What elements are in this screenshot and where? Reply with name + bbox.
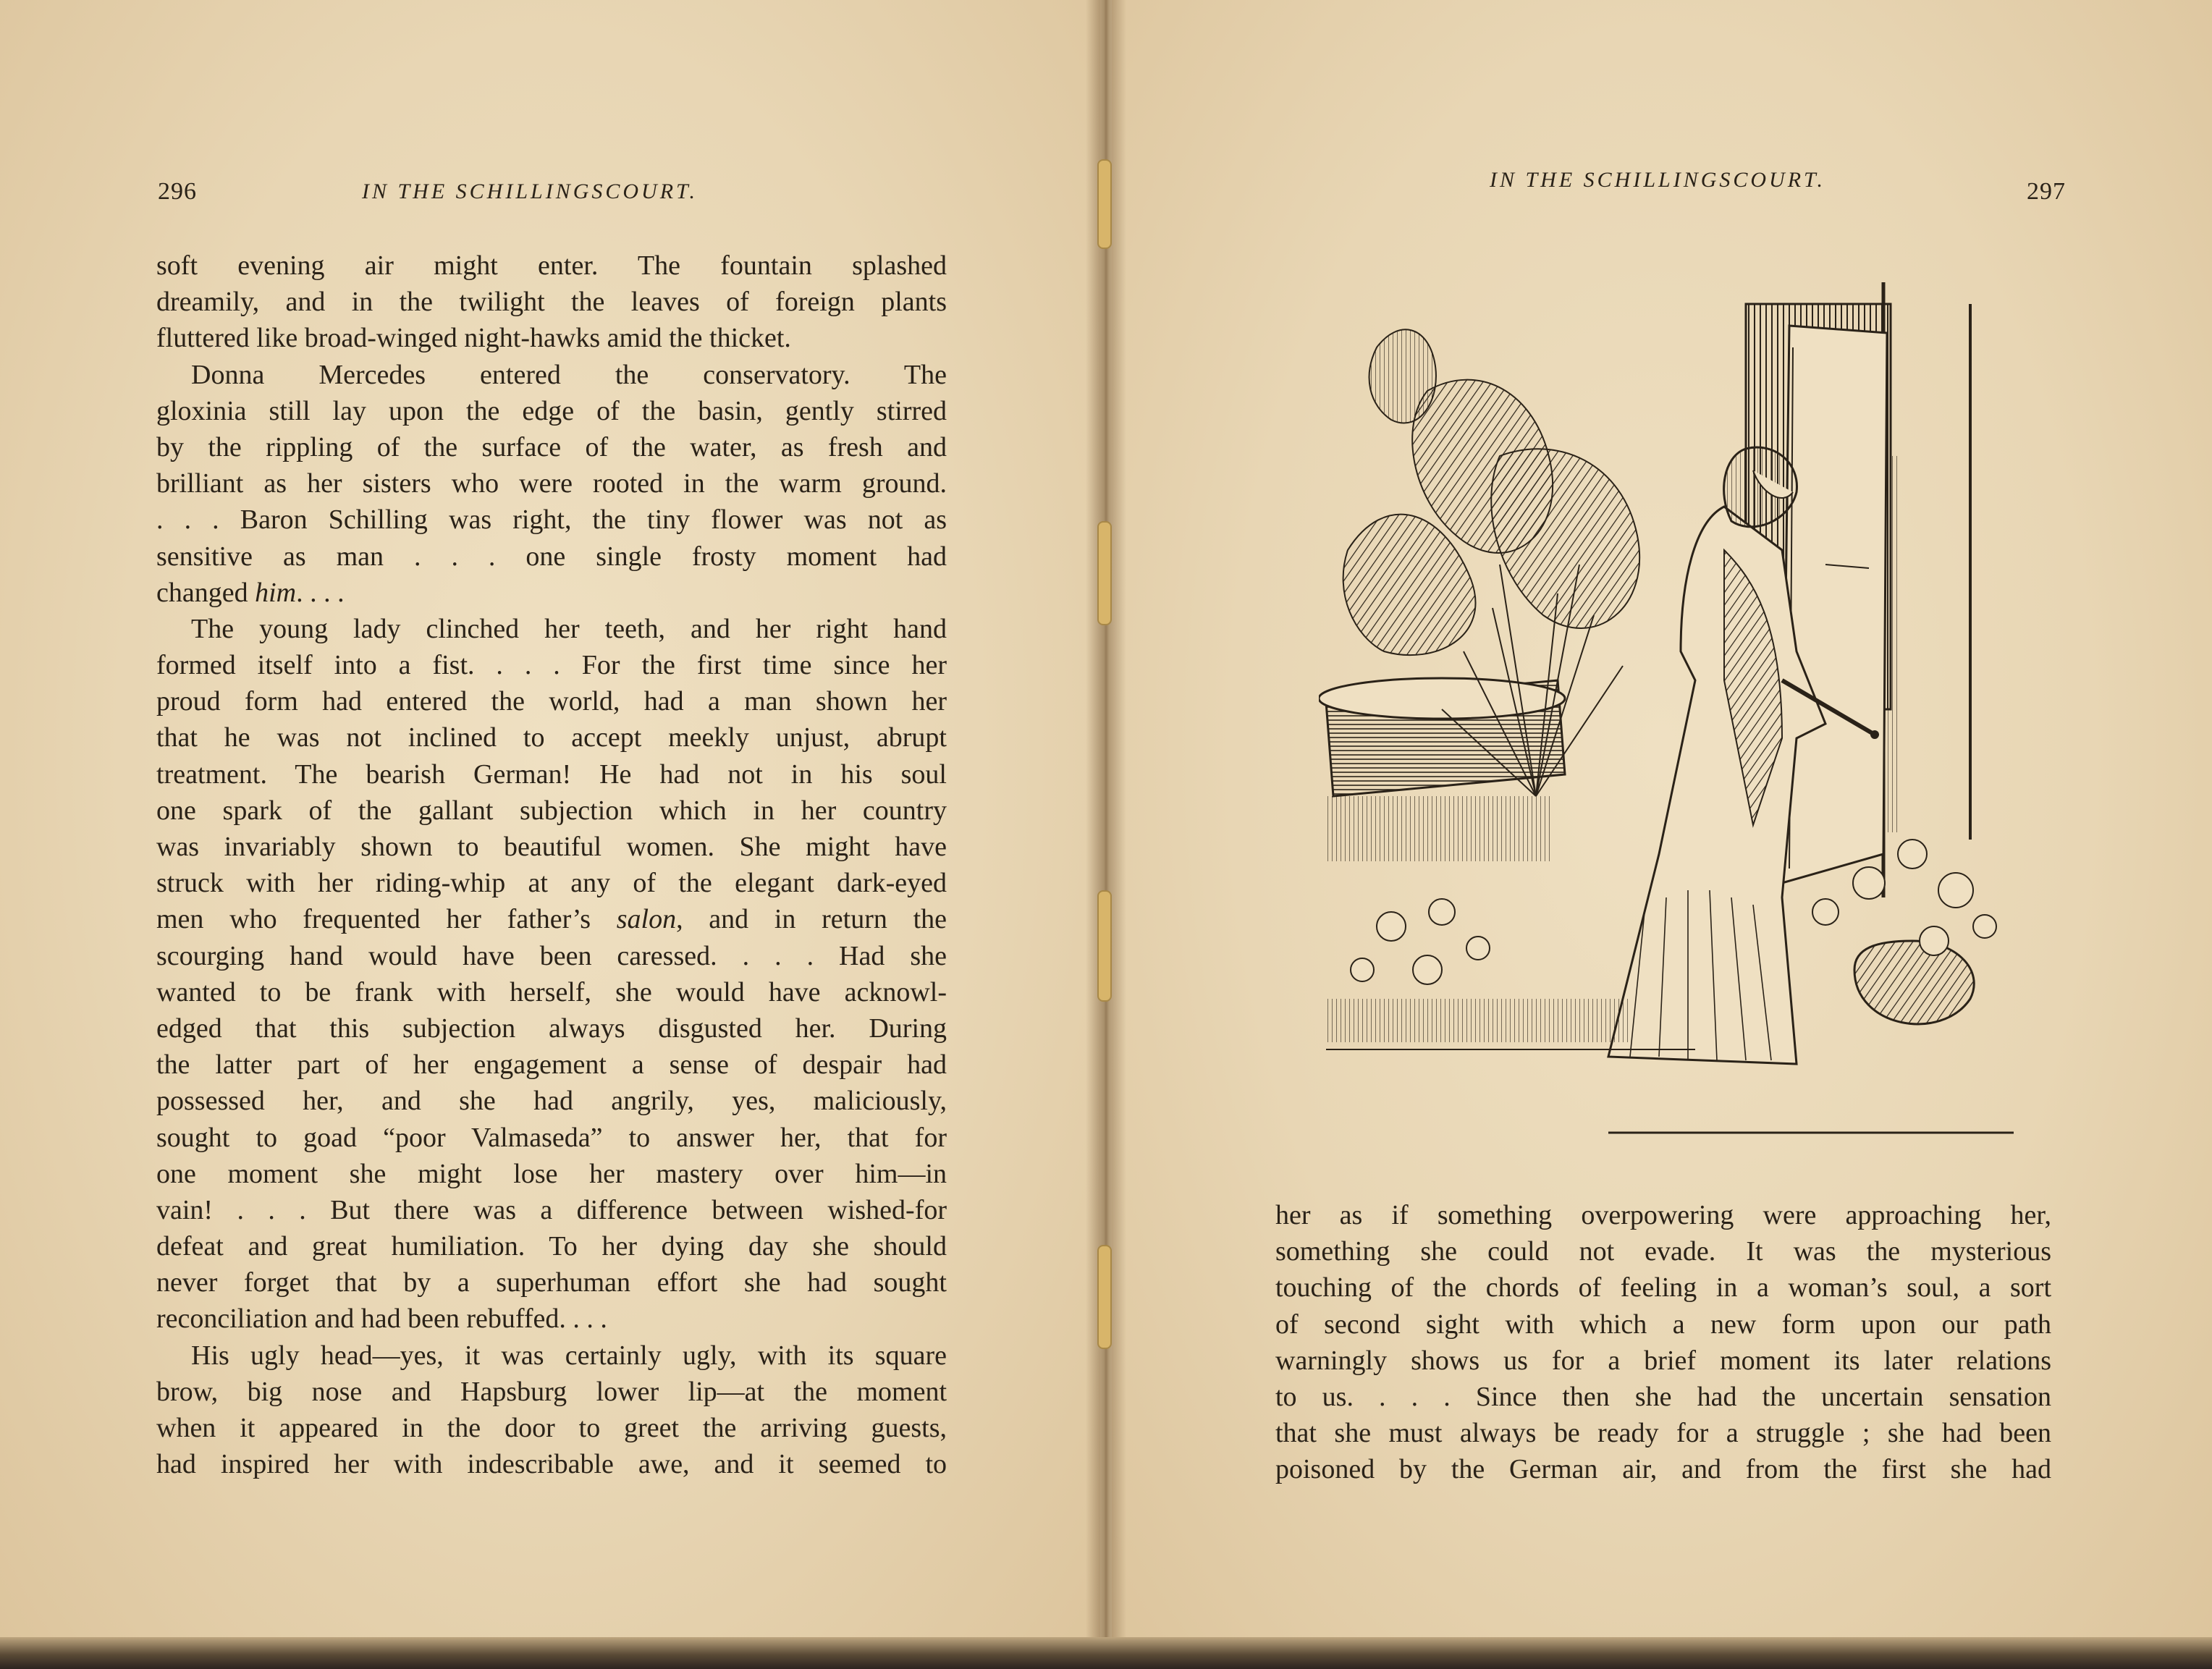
book-bottom-edge [0, 1637, 2212, 1669]
book-gutter [1086, 0, 1126, 1669]
text-line: brilliant as her sisters who were rooted in the warm ground. [156, 468, 947, 499]
text-line: to us. . . . Since then she had the uncertain sensation [1275, 1381, 2051, 1412]
text-line: touching of the chords of feeling in a woman’s soul, a sort [1275, 1272, 2051, 1303]
text-line: proud form had entered the world, had a man shown her [156, 686, 947, 717]
text-line: struck with her riding-whip at any of the elegant dark-eyed [156, 868, 947, 899]
text-line: that she must always be ready for a struggle ; she had been [1275, 1418, 2051, 1449]
text-line: vain! . . . But there was a difference between wished-for [156, 1194, 947, 1225]
text-line: something she could not evade. It was the mysterious [1275, 1236, 2051, 1267]
binding-stitch [1097, 890, 1112, 1002]
binding-stitch [1097, 1245, 1112, 1349]
text-line: formed itself into a fist. . . . For the first time since her [156, 650, 947, 681]
text-line: had inspired her with indescribable awe, and it seemed to [156, 1449, 947, 1480]
text-line: fluttered like broad-winged night-hawks amid the thicket. [156, 323, 791, 354]
right-running-head: IN THE SCHILLINGSCOURT. [1490, 168, 1825, 192]
text-line: wanted to be frank with herself, she would have acknowl- [156, 976, 947, 1007]
text-line: treatment. The bearish German! He had not in his soul [156, 759, 947, 790]
text-line: men who frequented her father’s salon, and in return the [156, 904, 947, 935]
text-line: dreamily, and in the twilight the leaves of foreign plants [156, 287, 947, 318]
text-line: when it appeared in the door to greet the arriving guests, [156, 1413, 947, 1443]
text-line: possessed her, and she had angrily, yes, maliciously, [156, 1086, 947, 1117]
text-line: brow, big nose and Hapsburg lower lip—at the moment [156, 1376, 947, 1407]
text-line: changed him. . . . [156, 577, 345, 608]
text-line: one spark of the gallant subjection which in her country [156, 795, 947, 826]
text-line: of second sight with which a new form upon our path [1275, 1309, 2051, 1340]
text-line: the latter part of her engagement a sense of despair had [156, 1049, 947, 1081]
text-line: The young lady clinched her teeth, and her right hand [191, 613, 947, 644]
text-line: scourging hand would have been caressed. . . . Had she [156, 940, 947, 971]
text-line: sought to goad “poor Valmaseda” to answer her, that for [156, 1122, 947, 1153]
text-line: never forget that by a superhuman effort she had sought [156, 1267, 947, 1298]
right-page-number: 297 [2027, 178, 2066, 205]
text-line: Donna Mercedes entered the conservatory. The [191, 359, 947, 390]
engraving-woman-at-door-icon [1319, 275, 2050, 1151]
right-body-text [1275, 1197, 2051, 1488]
text-line: one moment she might lose her mastery over him—in [156, 1158, 947, 1189]
text-line: her as if something overpowering were approaching her, [1275, 1200, 2051, 1230]
text-line: reconciliation and had been rebuffed. . . . [156, 1303, 607, 1335]
text-line: sensitive as man . . . one single frosty moment had [156, 541, 947, 572]
left-page-number: 296 [158, 178, 197, 205]
text-line: edged that this subjection always disgusted her. During [156, 1013, 947, 1044]
text-line: . . . Baron Schilling was right, the tiny flower was not as [156, 504, 947, 536]
left-body-text [156, 248, 947, 1482]
left-page [0, 0, 1100, 1669]
text-line: warningly shows us for a brief moment its later relations [1275, 1345, 2051, 1376]
text-line: poisoned by the German air, and from the first she had [1275, 1454, 2051, 1485]
text-line: by the rippling of the surface of the water, as fresh and [156, 431, 947, 462]
binding-stitch [1097, 521, 1112, 625]
text-line: His ugly head—yes, it was certainly ugly, with its square [191, 1340, 947, 1371]
left-running-head: IN THE SCHILLINGSCOURT. [362, 179, 698, 203]
text-line: gloxinia still lay upon the edge of the basin, gently stirred [156, 395, 947, 426]
text-line: soft evening air might enter. The fountain splashed [156, 250, 947, 281]
text-line: that he was not inclined to accept meekly unjust, abrupt [156, 722, 947, 753]
binding-stitch [1097, 159, 1112, 249]
text-line: defeat and great humiliation. To her dying day she should [156, 1231, 947, 1262]
text-line: was invariably shown to beautiful women. She might have [156, 832, 947, 862]
